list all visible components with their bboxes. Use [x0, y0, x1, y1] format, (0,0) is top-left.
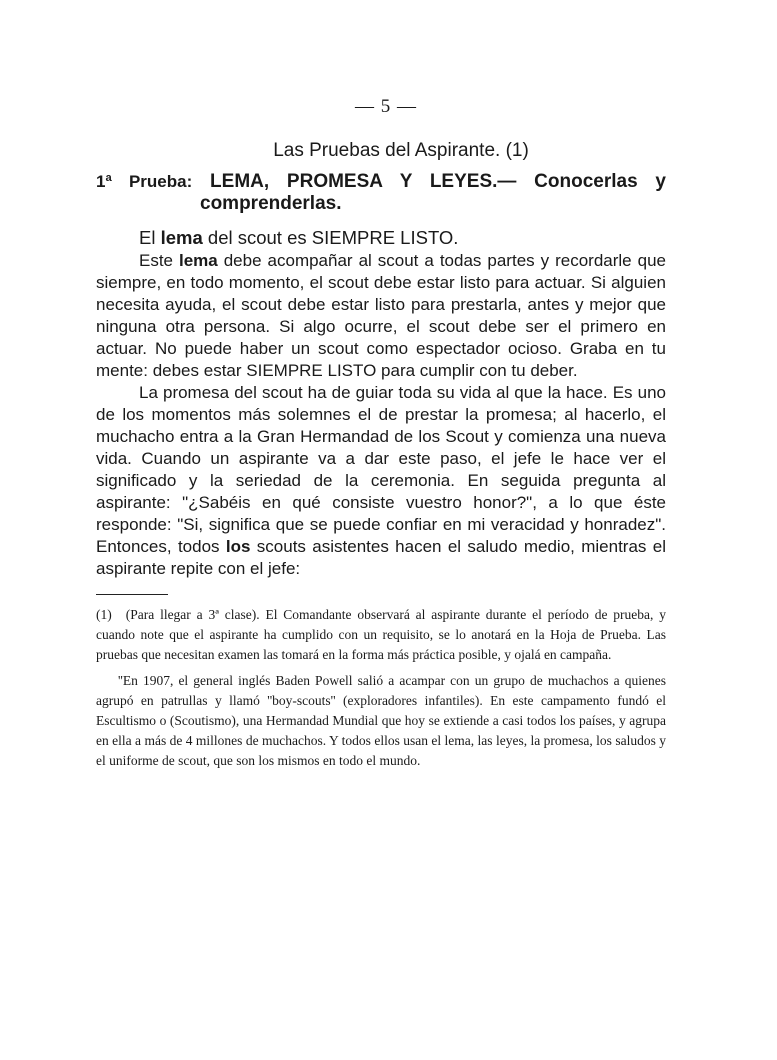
- para2-bold-word: lema: [179, 251, 218, 270]
- lema-bold-word: lema: [160, 227, 203, 248]
- document-page: [96, 96, 666, 771]
- footnote-2: ''En 1907, el general inglés Baden Powell salió a acampar con un grupo de muchachos a quienes agrupó en patrullas y llamó ''boy-scouts'' (exploradores infantiles). En este campamento fundó el Escultismo o (Scoutismo), una Hermandad Mundial que hoy se extiende a casi todos los países, y agrupa en ella a más de 4 millones de muchachos. Y todos ellos usan el lema, las leyes, la promesa, los saludos y el uniforme de scout, que son los mismos en todo el mundo.: [96, 673, 666, 768]
- page-number: — 5 —: [355, 96, 417, 117]
- paragraph-lema: [96, 225, 666, 250]
- footnote-1: [96, 605, 666, 665]
- prueba-text: LEMA, PROMESA Y LEYES.— Conocerlas y comprenderlas.: [200, 171, 666, 214]
- footnote-1-mark: (1): [96, 607, 112, 622]
- footnote-divider: [96, 594, 168, 595]
- para2-text-before: Este: [139, 251, 179, 270]
- section-title: Las Pruebas del Aspirante. (1): [273, 140, 529, 161]
- para3-text-before: La promesa del scout ha de guiar toda su vida al que la hace. Es uno de los momentos más solemnes el de prestar la promesa; al hacerlo, el muchacho entra a la Gran Hermandad de los Scout y comienza una nueva vida. Cuando un aspirante va a dar este paso, el jefe le hace ver el significado y la seriedad de la ceremonia. En seguida pregunta al aspirante: "¿Sabéis en qué consiste vuestro honor?", a lo que éste responde: "Si, significa que se puede confiar en mi veracidad y honradez". Entonces, todos: [96, 383, 666, 556]
- prueba-label: 1ª Prueba:: [96, 172, 193, 191]
- para3-text-after: scouts asistentes hacen el saludo medio, mientras el aspirante repite con el jefe:: [96, 537, 666, 578]
- para2-text-after: debe acompañar al scout a todas partes y recordarle que siempre, en todo momento, el scout debe estar listo para actuar. Si alguien necesita ayuda, el scout debe estar listo para prestarla, antes y mejor que ninguna otra persona. Si algo ocurre, el scout debe ser el primero en actuar. No puede haber un scout como espectador ocioso. Graba en tu mente: debes estar SIEMPRE LISTO para cumplir con tu deber.: [96, 251, 666, 380]
- paragraph-promesa: [96, 382, 666, 580]
- prueba-heading: [96, 171, 666, 215]
- body-text: [96, 225, 666, 580]
- footnote-1-text: (Para llegar a 3ª clase). El Comandante observará al aspirante durante el período de prueba, y cuando note que el aspirante ha cumplido con un requisito, se lo anotará en la Hoja de Prueba. Las pruebas que necesitan examen las tomará en la forma más práctica posible, y ojalá en campaña.: [96, 607, 666, 662]
- lema-text-before: El: [139, 227, 161, 248]
- para3-bold-word: los: [225, 537, 251, 556]
- lema-text-after: del scout es SIEMPRE LISTO.: [202, 227, 459, 248]
- paragraph-lema-explanation: [96, 250, 666, 382]
- footnotes: [96, 605, 666, 771]
